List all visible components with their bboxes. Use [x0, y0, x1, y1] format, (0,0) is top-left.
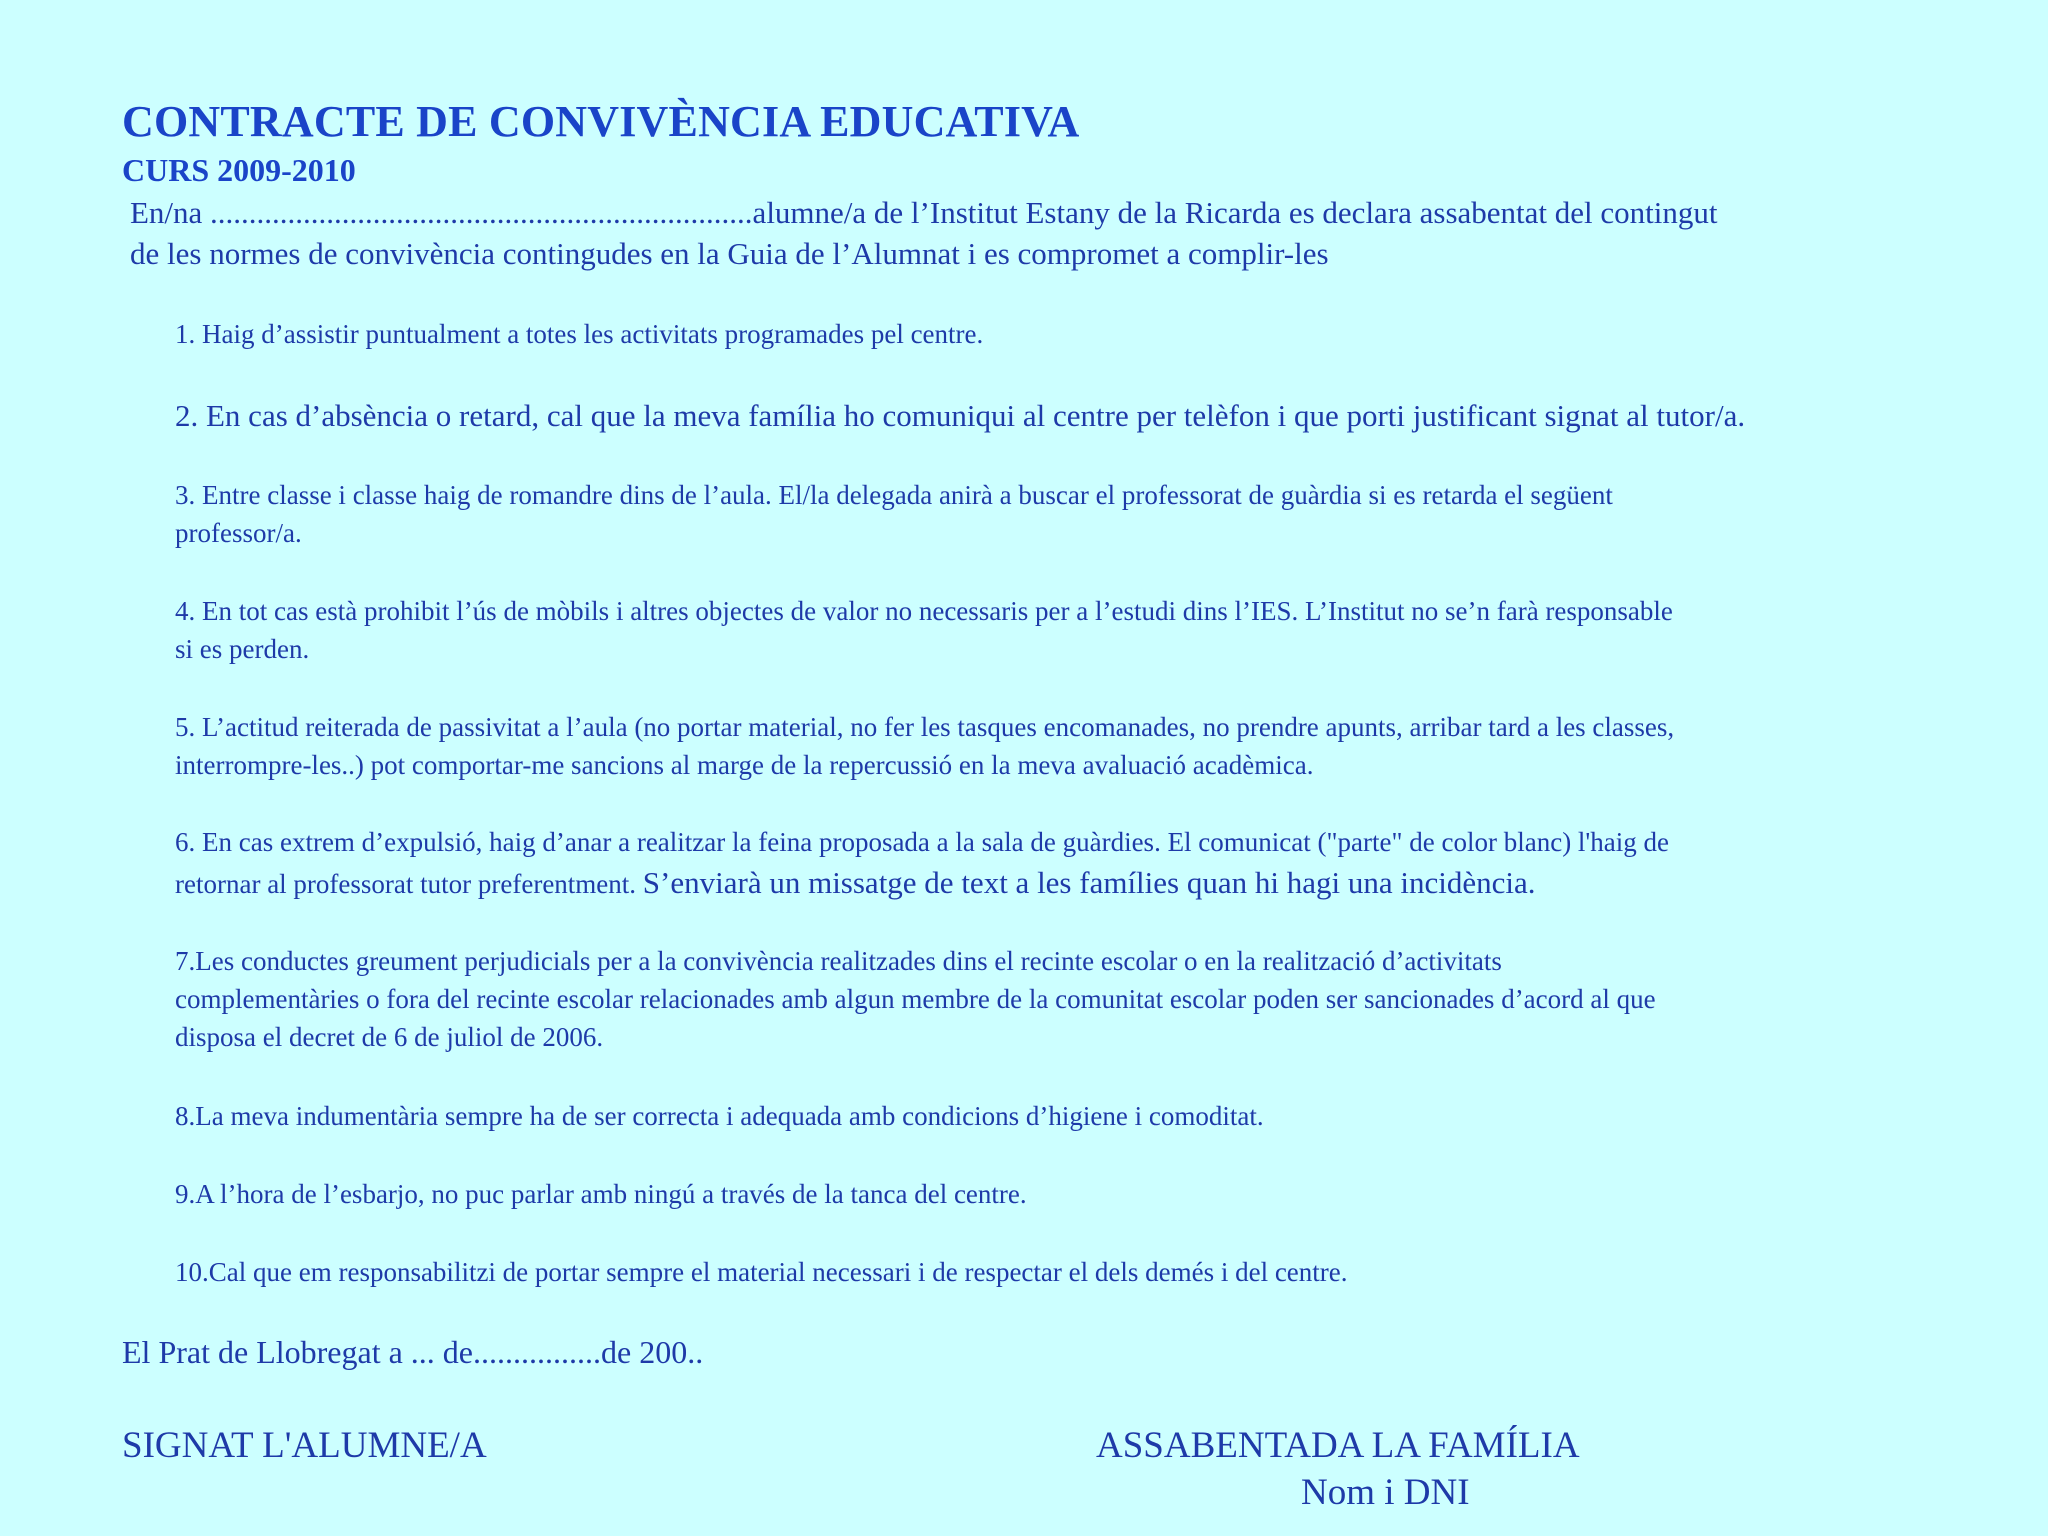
- rule-9: 9.A l’hora de l’esbarjo, no puc parlar amb ningú a través de la tanca del centre.: [175, 1179, 1027, 1209]
- intro-line-2: de les normes de convivència contingudes en la Guia de l’Alumnat i es compromet a complir-les: [130, 236, 1329, 271]
- rule-10: 10.Cal que em responsabilitzi de portar sempre el material necessari i de respectar el dels demés i del centre.: [175, 1257, 1348, 1287]
- document-title: CONTRACTE DE CONVIVÈNCIA EDUCATIVA: [122, 97, 1080, 146]
- intro-line-1: En/na ......................................................................alumne/a de l’Institut Estany de la Ricarda es declara assabentat del contingut: [130, 195, 1718, 230]
- rule-6-line-2-a: retornar al professorat tutor preferentment.: [175, 869, 643, 899]
- signature-student: SIGNAT L'ALUMNE/A: [122, 1425, 487, 1466]
- rule-3-line-2: professor/a.: [175, 518, 302, 548]
- rule-6-line-2: [175, 865, 1536, 901]
- rule-4-line-1: 4. En tot cas està prohibit l’ús de mòbils i altres objectes de valor no necessaris per a l’estudi dins l’IES. L’Institut no se’n farà responsable: [175, 596, 1673, 626]
- rule-3-line-1: 3. Entre classe i classe haig de romandre dins de l’aula. El/la delegada anirà a buscar el professorat de guàrdia si es retarda el següent: [175, 480, 1613, 510]
- school-year: CURS 2009-2010: [122, 152, 356, 188]
- rule-6-line-1: 6. En cas extrem d’expulsió, haig d’anar a realitzar la feina proposada a la sala de guàrdies. El comunicat ("parte" de color blanc) l'haig de: [175, 827, 1670, 857]
- rule-7-line-2: complementàries o fora del recinte escolar relacionades amb algun membre de la comunitat escolar poden ser sancionades d’acord al que: [175, 984, 1656, 1014]
- rule-2: 2. En cas d’absència o retard, cal que la meva família ho comuniqui al centre per telèfon i que porti justificant signat al tutor/a.: [175, 398, 1746, 433]
- place-date: El Prat de Llobregat a ... de................de 200..: [122, 1334, 704, 1370]
- rule-8: 8.La meva indumentària sempre ha de ser correcta i adequada amb condicions d’higiene i comoditat.: [175, 1101, 1264, 1131]
- rule-7-line-1: 7.Les conductes greument perjudicials per a la convivència realitzades dins el recinte escolar o en la realització d’activitats: [175, 946, 1502, 976]
- signature-family-sub: Nom i DNI: [1301, 1472, 1470, 1513]
- rule-7-line-3: disposa el decret de 6 de juliol de 2006.: [175, 1022, 604, 1052]
- rule-5-line-1: 5. L’actitud reiterada de passivitat a l’aula (no portar material, no fer les tasques encomanades, no prendre apunts, arribar tard a les classes,: [175, 712, 1675, 742]
- rule-1: 1. Haig d’assistir puntualment a totes les activitats programades pel centre.: [175, 319, 984, 349]
- rule-4-line-2: si es perden.: [175, 634, 310, 664]
- rule-6-line-2-b: S’enviarà un missatge de text a les famílies quan hi hagi una incidència.: [642, 865, 1536, 900]
- signature-family: ASSABENTADA LA FAMÍLIA: [1096, 1425, 1580, 1466]
- rule-5-line-2: interrompre-les..) pot comportar-me sancions al marge de la repercussió en la meva avaluació acadèmica.: [175, 750, 1314, 780]
